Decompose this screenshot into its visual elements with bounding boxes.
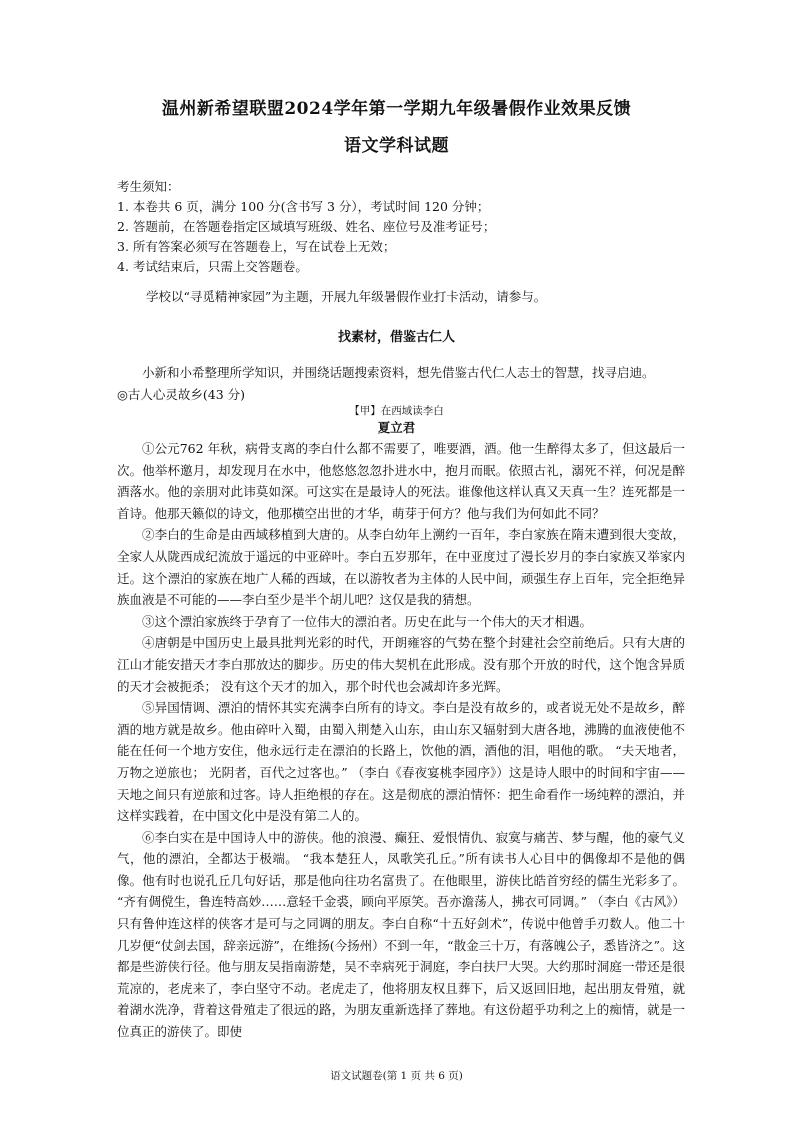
- article-body: [117, 438, 685, 1043]
- article-paragraph: ②李白的生命是由西域移植到大唐的。从李白幼年上溯约一百年，李白家族在隋末遭到很大变故，全家人从陇西成纪流放于遥远的中亚碎叶。李白五岁那年，在中亚度过了漫长岁月的李白家族又举家内迁。这个漂泊的家族在地广人稀的西域，在以游牧者为主体的人民中间，顽强生存上百年，完全拒绝异族血液是不可能的——李白至少是半个胡儿吧？这仅是我的猜想。: [117, 527, 685, 608]
- notice-heading: 考生须知：: [117, 179, 180, 194]
- part-heading: ◎古人心灵故乡(43 分): [117, 386, 246, 402]
- exam-subtitle: 语文学科试题: [344, 136, 449, 156]
- notice-item: 2. 答题前，在答题卷指定区域填写班级、姓名、座位号及准考证号；: [117, 219, 496, 234]
- notice-item: 1. 本卷共 6 页，满分 100 分(含书写 3 分），考试时间 120 分钟；: [117, 199, 490, 214]
- article-author: 夏立君: [377, 420, 416, 435]
- section-heading: 找素材，借鉴古仁人: [337, 330, 455, 345]
- exam-notice: [117, 177, 697, 277]
- article-paragraph: ③这个漂泊家族终于孕育了一位伟大的漂泊者。历史在此与一个伟大的天才相遇。: [142, 613, 593, 629]
- page-footer: 语文试题卷(第 1 页 共 6 页): [330, 1070, 463, 1082]
- article-title: 【甲】在西域读李白: [349, 405, 444, 417]
- notice-item: 4. 考试结束后，只需上交答题卷。: [117, 259, 308, 274]
- exam-title: 温州新希望联盟2024学年第一学期九年级暑假作业效果反馈: [161, 99, 632, 119]
- activity-intro: 学校以“寻觅精神家园”为主题，开展九年级暑假作业打卡活动，请参与。: [146, 289, 547, 304]
- section-lead: [117, 362, 683, 405]
- lead-text: 小新和小希整理所学知识，并围绕话题搜索资料，想先借鉴古代仁人志士的智慧，找寻启迪。: [142, 365, 655, 380]
- article-paragraph: ⑥李白实在是中国诗人中的游侠。他的浪漫、癫狂、爱恨情仇、寂寞与痛苦、梦与醒，他的豪气义气，他的漂泊，全都达于极端。 “我本楚狂人，凤歌笑孔丘。”所有读书人心目中的偶像却不是他的偶像。他有时也说孔丘几句好话，那是他向往功名富贵了。在他眼里，游侠比皓首穷经的儒生光彩多了。 “齐有倜傥生，鲁连特高妙……意轻千金裘，顾向平原笑。吾亦澹荡人，拂衣可同调。” （李白《古风》）只有鲁仲连这样的侠客才是可与之同调的朋友。李白自称“十五好剑术”，传说中他曾手刃数人。他二十几岁便“仗剑去国，辞亲远游”，在维扬(今扬州）不到一年，“散金三十万，有落魄公子，悉皆济之”。这都是些游侠行径。他与朋友吴指南游楚，吴不幸病死于洞庭，李白扶尸大哭。大约那时洞庭一带还是很荒凉的，老虎来了，李白坚守不动。老虎走了，他将朋友权且葬下，后又返回旧地，起出朋友骨殖，就着湖水洗净，背着这骨殖走了很远的路，为朋友重新选择了葬地。有这份超乎功利之上的痴情，就是一位真正的游侠了。即使: [117, 829, 685, 1040]
- article-paragraph: ④唐朝是中国历史上最具批判光彩的时代，开朗雍容的气势在整个封建社会空前绝后。只有大唐的江山才能安措天才李白那放达的脚步。历史的伟大契机在此形成。没有那个开放的时代，这个饱含异质的天才会被扼杀； 没有这个天才的加入，那个时代也会减却许多光辉。: [117, 635, 685, 694]
- article-paragraph: ⑤异国情调、漂泊的情怀其实充满李白所有的诗文。李白是没有故乡的，或者说无处不是故乡，醉酒的地方就是故乡。他由碎叶入蜀，由蜀入荆楚入山东，由山东又辐射到大唐各地，沸腾的血液使他不能在任何一个地方安住，他永远行走在漂泊的长路上，饮他的酒，酒他的泪，唱他的歌。 “夫天地者，万物之逆旅也； 光阴者，百代之过客也。” （李白《春夜宴桃李园序》）这是诗人眼中的时间和宇宙——天地之间只有逆旅和过客。诗人拒绝根的存在。这是彻底的漂泊情怀：把生命看作一场纯粹的漂泊，并这样实践着，在中国文化中是没有第二人的。: [117, 700, 685, 824]
- article-paragraph: ①公元762 年秋，病骨支离的李白什么都不需要了，唯要酒，酒。他一生醉得太多了，但这最后一次。他举杯邀月，却发现月在水中，他悠悠忽忽扑进水中，抱月而眠。依照古礼，溺死不祥，何况是醉酒落水。他的亲朋对此讳莫如深。可这实在是最诗人的死法。谁像他这样认真又天真一生？连死都是一首诗。他那天籁似的诗文，他那横空出世的才华，萌芽于何方？他与我们为何如此不同？: [117, 441, 685, 521]
- notice-item: 3. 所有答案必须写在答题卷上，写在试卷上无效；: [117, 239, 396, 254]
